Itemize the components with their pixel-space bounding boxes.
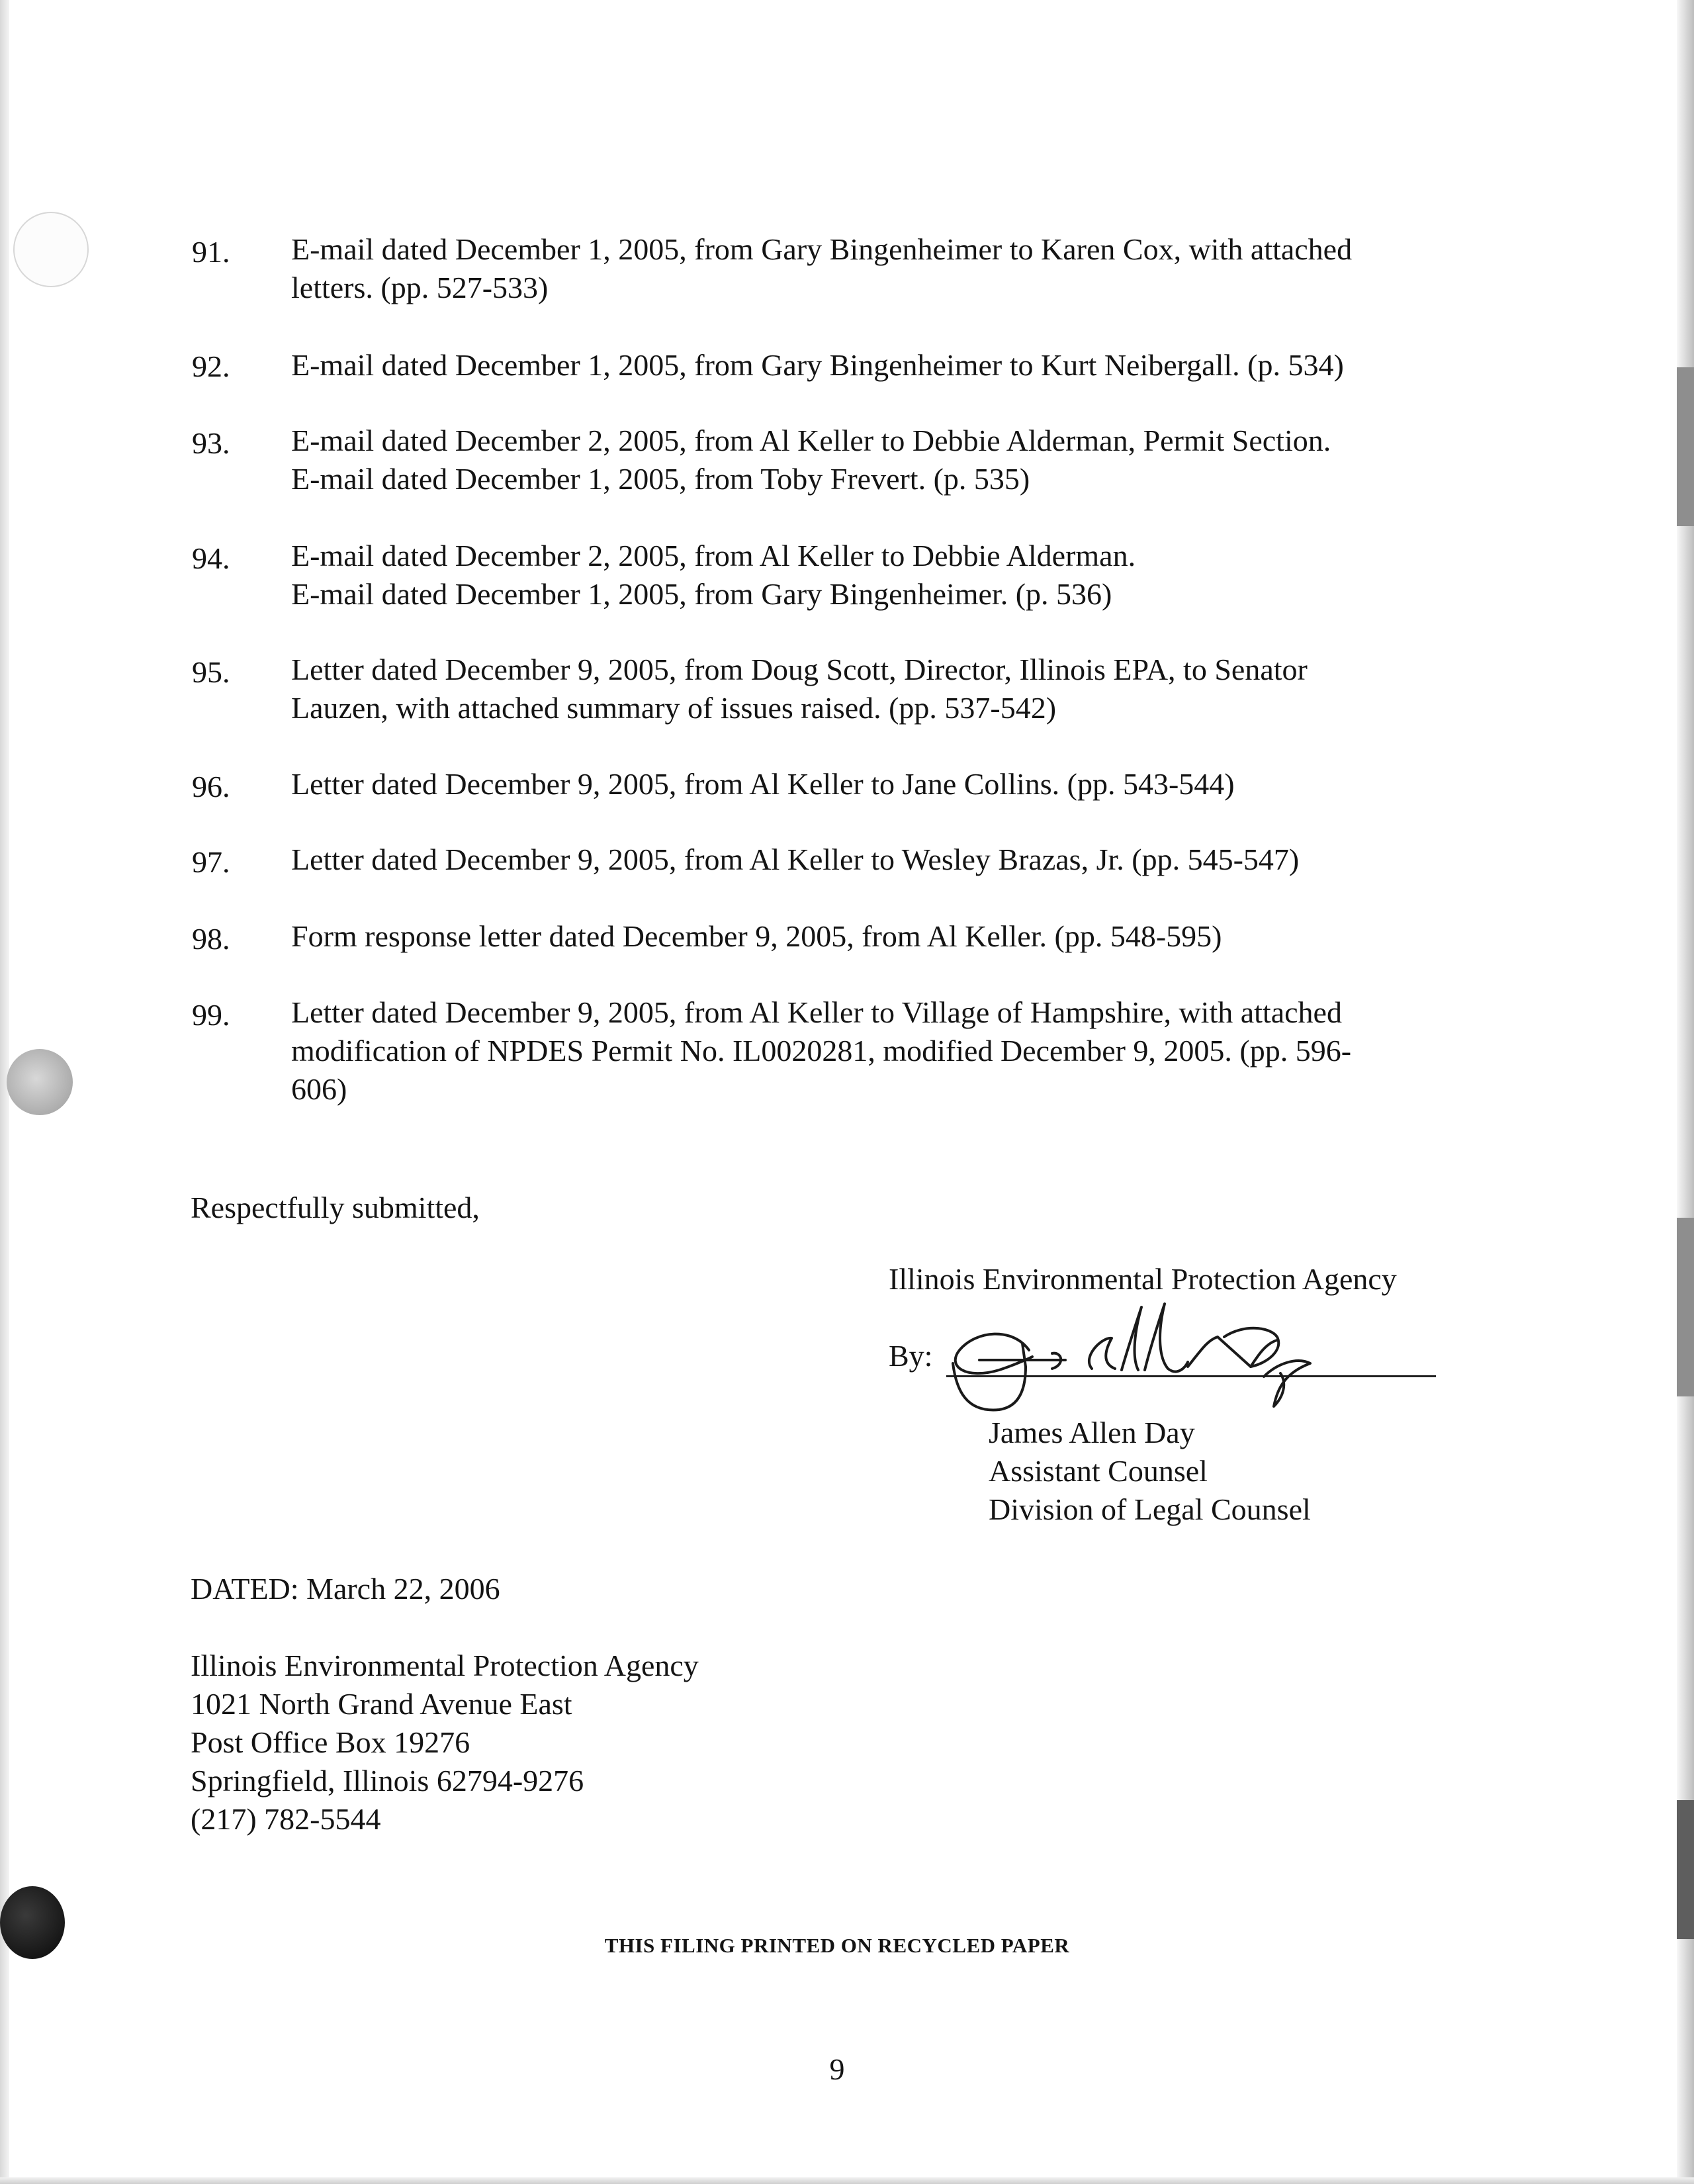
signatory-name: James Allen Day	[989, 1416, 1195, 1449]
item-text-line: letters. (pp. 527-533)	[291, 271, 549, 304]
punch-hole	[7, 1049, 73, 1115]
item-number: 93.	[192, 426, 230, 460]
handwritten-signature	[940, 1291, 1350, 1416]
item-text-line: 606)	[291, 1072, 347, 1106]
item-text-line: E-mail dated December 2, 2005, from Al Keller to Debbie Alderman, Permit Section.	[291, 424, 1331, 457]
item-text-line: E-mail dated December 1, 2005, from Gary Bingenheimer to Kurt Neibergall. (p. 534)	[291, 348, 1344, 382]
item-number: 98.	[192, 922, 230, 956]
item-text-line: Letter dated December 9, 2005, from Al Keller to Village of Hampshire, with attached	[291, 995, 1342, 1029]
item-number: 96.	[192, 770, 230, 803]
item-number: 91.	[192, 235, 230, 269]
item-text-line: Form response letter dated December 9, 2005, from Al Keller. (pp. 548-595)	[291, 919, 1222, 953]
page-number: 9	[829, 2052, 845, 2086]
closing-text: Respectfully submitted,	[191, 1191, 480, 1224]
item-number: 92.	[192, 349, 230, 383]
scan-bottom-edge	[0, 2177, 1694, 2184]
item-text-line: E-mail dated December 1, 2005, from Gary Bingenheimer to Karen Cox, with attached	[291, 232, 1353, 266]
item-text-line: E-mail dated December 1, 2005, from Toby Frevert. (p. 535)	[291, 462, 1030, 496]
item-text-line: Letter dated December 9, 2005, from Al Keller to Wesley Brazas, Jr. (pp. 545-547)	[291, 842, 1300, 876]
signature-by-label: By:	[889, 1339, 933, 1373]
punch-hole	[13, 212, 89, 287]
item-text-line: E-mail dated December 1, 2005, from Gary Bingenheimer. (p. 536)	[291, 577, 1112, 611]
item-text-line: Letter dated December 9, 2005, from Doug Scott, Director, Illinois EPA, to Senator	[291, 653, 1308, 686]
item-number: 94.	[192, 541, 230, 575]
address-line: (217) 782-5544	[191, 1802, 381, 1836]
dated-line: DATED: March 22, 2006	[191, 1572, 500, 1606]
signature-agency: Illinois Environmental Protection Agency	[889, 1262, 1397, 1296]
item-text-line: E-mail dated December 2, 2005, from Al Keller to Debbie Alderman.	[291, 539, 1136, 572]
item-number: 95.	[192, 655, 230, 689]
recycled-paper-note: THIS FILING PRINTED ON RECYCLED PAPER	[604, 1934, 1070, 1957]
address-line: Illinois Environmental Protection Agency	[191, 1649, 699, 1682]
item-text-line: modification of NPDES Permit No. IL0020281, modified December 9, 2005. (pp. 596-	[291, 1034, 1352, 1068]
address-line: 1021 North Grand Avenue East	[191, 1687, 572, 1721]
scan-right-band	[1677, 367, 1694, 526]
scan-right-band	[1677, 1800, 1694, 1939]
signatory-title: Assistant Counsel	[989, 1454, 1208, 1488]
signatory-division: Division of Legal Counsel	[989, 1492, 1311, 1526]
item-text-line: Letter dated December 9, 2005, from Al Keller to Jane Collins. (pp. 543-544)	[291, 767, 1235, 801]
address-line: Post Office Box 19276	[191, 1725, 470, 1759]
scan-right-band	[1677, 1218, 1694, 1396]
address-line: Springfield, Illinois 62794-9276	[191, 1764, 584, 1797]
item-number: 99.	[192, 998, 230, 1032]
item-number: 97.	[192, 845, 230, 879]
item-text-line: Lauzen, with attached summary of issues raised. (pp. 537-542)	[291, 691, 1057, 725]
